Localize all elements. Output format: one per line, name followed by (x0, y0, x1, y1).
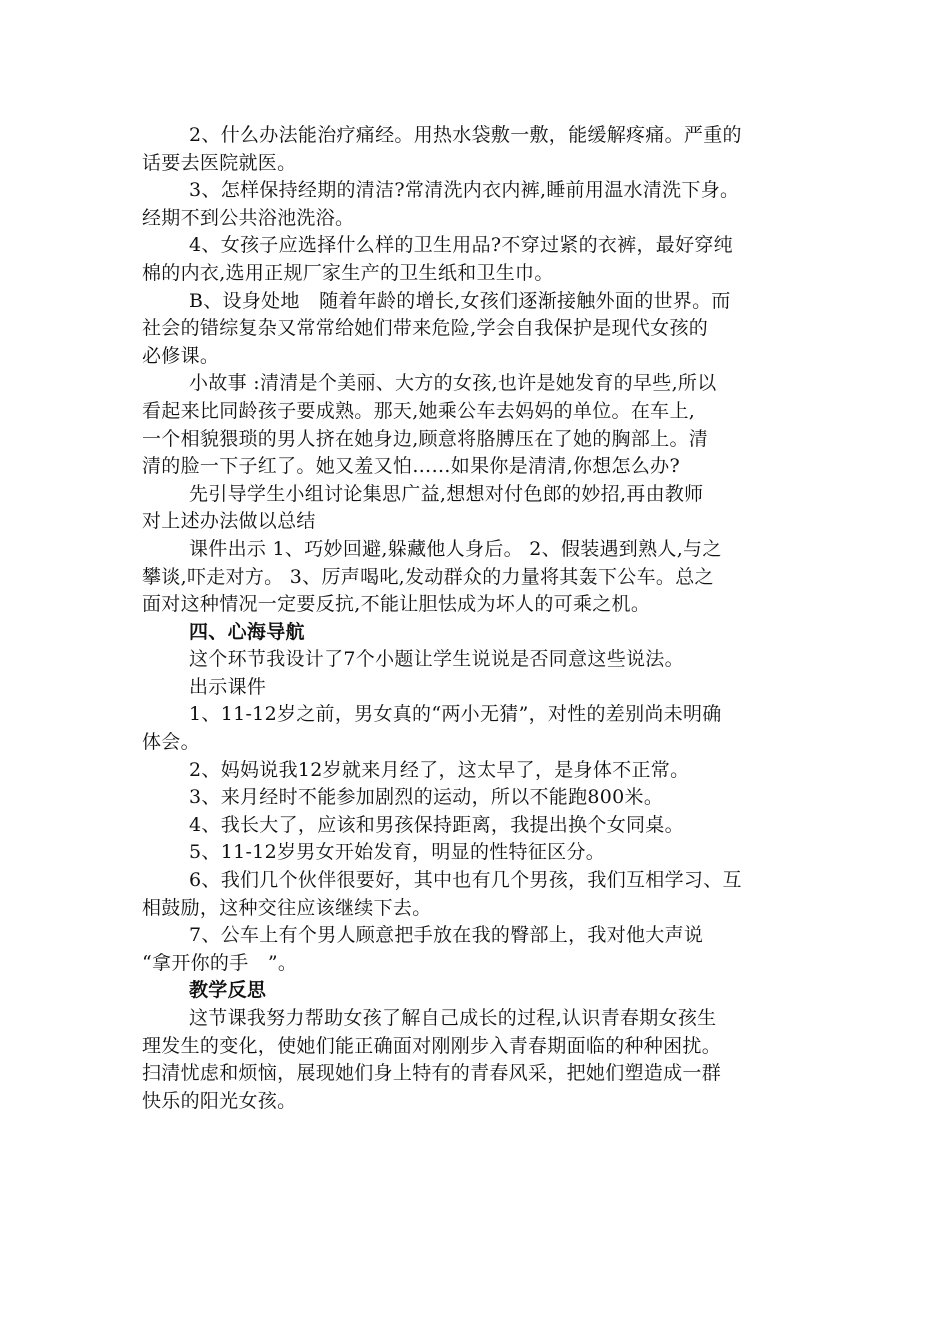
section-heading: 教学反思 (189, 979, 267, 1002)
text-line: 理发生的变化，使她们能正确面对刚刚步入青春期面临的种种困扰。 (142, 1034, 722, 1057)
text-line: 扫清忧虑和烦恼，展现她们身上特有的青春风采，把她们塑造成一群 (142, 1062, 722, 1085)
text-line: 棉的内衣,选用正规厂家生产的卫生纸和卫生巾。 (142, 261, 554, 284)
text-line: 对上述办法做以总结 (142, 510, 316, 533)
text-line: 体会。 (142, 731, 200, 754)
text-line: 6、我们几个伙伴很要好，其中也有几个男孩，我们互相学习、互 (189, 869, 742, 892)
text-line: 1、11-12岁之前，男女真的“两小无猜”，对性的差别尚未明确 (189, 703, 722, 726)
text-line: 先引导学生小组讨论集思广益,想想对付色郎的妙招,再由教师 (189, 482, 704, 505)
text-line: B、设身处地 随着年龄的增长,女孩们逐渐接触外面的世界。而 (189, 289, 731, 312)
text-line: 5、11-12岁男女开始发育，明显的性特征区分。 (189, 841, 606, 864)
text-line: 经期不到公共浴池洗浴。 (142, 206, 355, 229)
text-line: 出示课件 (189, 675, 267, 698)
text-line: 这节课我努力帮助女孩了解自己成长的过程,认识青春期女孩生 (189, 1007, 717, 1029)
text-line: 4、我长大了，应该和男孩保持距离，我提出换个女同桌。 (189, 813, 684, 836)
text-line: 这个环节我设计了7个小题让学生说说是否同意这些说法。 (189, 648, 684, 671)
text-line: 看起来比同龄孩子要成熟。那天,她乘公车去妈妈的单位。在车上, (142, 399, 696, 422)
text-line: 3、来月经时不能参加剧烈的运动，所以不能跑800米。 (189, 786, 664, 809)
text-line: “拿开你的手 ”。 (142, 951, 298, 974)
text-line: 2、妈妈说我12岁就来月经了，这太早了，是身体不正常。 (189, 758, 690, 781)
text-line: 攀谈,吓走对方。 3、厉声喝叱,发动群众的力量将其轰下公车。总之 (142, 565, 714, 588)
text-line: 3、怎样保持经期的清洁?常清洗内衣内裤,睡前用温水清洗下身。 (189, 179, 740, 202)
text-line: 必修课。 (142, 344, 220, 367)
text-line: 2、什么办法能治疗痛经。用热水袋敷一敷，能缓解疼痛。严重的 (189, 124, 742, 146)
text-line: 课件出示 1、巧妙回避,躲藏他人身后。 2、假装遇到熟人,与之 (189, 537, 722, 560)
section-heading: 四、心海导航 (189, 620, 305, 643)
text-line: 一个相貌猥琐的男人挤在她身边,顾意将胳膊压在了她的胸部上。清 (142, 427, 709, 450)
text-line: 小故事 :清清是个美丽、大方的女孩,也许是她发育的早些,所以 (189, 372, 717, 395)
text-line: 清的脸一下子红了。她又羞又怕……如果你是清清,你想怎么办? (142, 455, 680, 478)
text-line: 话要去医院就医。 (142, 151, 297, 174)
document-page (142, 122, 812, 1115)
text-line: 相鼓励，这种交往应该继续下去。 (142, 896, 432, 919)
text-line: 面对这种情况一定要反抗,不能让胆怯成为坏人的可乘之机。 (142, 593, 651, 616)
text-line: 4、女孩子应选择什么样的卫生用品?不穿过紧的衣裤，最好穿纯 (189, 234, 733, 257)
text-line: 快乐的阳光女孩。 (142, 1089, 297, 1112)
text-line: 社会的错综复杂又常常给她们带来危险,学会自我保护是现代女孩的 (142, 317, 709, 340)
text-line: 7、公车上有个男人顾意把手放在我的臀部上，我对他大声说 (189, 924, 704, 947)
